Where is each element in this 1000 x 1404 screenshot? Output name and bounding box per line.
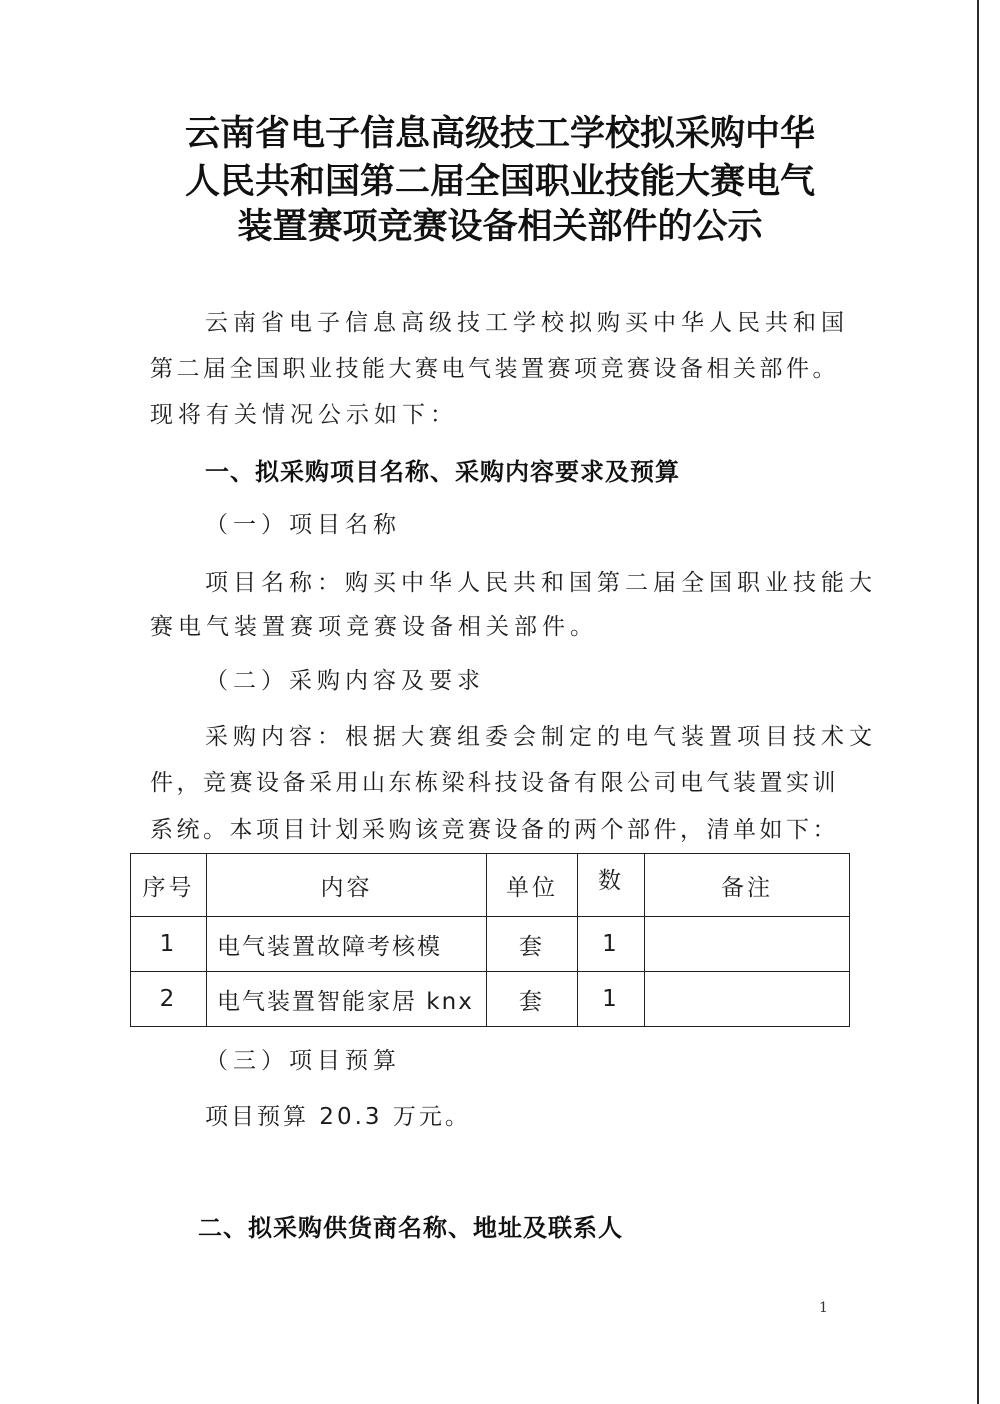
- page-number: 1: [819, 1300, 828, 1316]
- intro-line-2: 第二届全国职业技能大赛电气装置赛项竞赛设备相关部件。: [150, 356, 839, 382]
- section-1-heading: 一、拟采购项目名称、采购内容要求及预算: [205, 458, 680, 486]
- row-no: 2: [131, 972, 207, 1027]
- header-no: 序号: [131, 854, 207, 917]
- subsection-3-title: （三）项目预算: [205, 1048, 401, 1074]
- row-note: [645, 917, 850, 972]
- header-qty: 数: [578, 854, 645, 917]
- row-no: 1: [131, 917, 207, 972]
- intro-line-1: 云南省电子信息高级技工学校拟购买中华人民共和国: [205, 310, 849, 336]
- table-row: [131, 972, 850, 1027]
- content-line-1: 采购内容：根据大赛组委会制定的电气装置项目技术文: [205, 724, 877, 750]
- table-header-row: [131, 854, 850, 917]
- purchase-list-table: [130, 853, 850, 1027]
- row-content: 电气装置智能家居 knx: [207, 972, 487, 1027]
- subsection-2-title: （二）采购内容及要求: [205, 668, 485, 694]
- table-row: [131, 917, 850, 972]
- header-content: 内容: [207, 854, 487, 917]
- row-qty: 1: [578, 917, 645, 972]
- content-line-3: 系统。本项目计划采购该竞赛设备的两个部件，清单如下：: [150, 817, 839, 843]
- title-line-3: 装置赛项竞赛设备相关部件的公示: [237, 206, 763, 247]
- intro-line-3: 现将有关情况公示如下：: [150, 402, 458, 428]
- row-unit: 套: [487, 972, 578, 1027]
- content-line-2: 件，竞赛设备采用山东栋梁科技设备有限公司电气装置实训: [150, 770, 839, 796]
- header-note: 备注: [645, 854, 850, 917]
- title-line-2: 人民共和国第二届全国职业技能大赛电气: [184, 161, 815, 202]
- row-content: 电气装置故障考核模: [207, 917, 487, 972]
- row-qty: 1: [578, 972, 645, 1027]
- subsection-1-title: （一）项目名称: [205, 512, 401, 538]
- section-2-heading: 二、拟采购供货商名称、地址及联系人: [198, 1214, 623, 1242]
- row-note: [645, 972, 850, 1027]
- scan-edge-line: [977, 0, 979, 1404]
- project-name-line-2: 赛电气装置赛项竞赛设备相关部件。: [150, 614, 598, 640]
- budget-line: 项目预算 20.3 万元。: [205, 1104, 471, 1130]
- header-unit: 单位: [487, 854, 578, 917]
- title-line-1: 云南省电子信息高级技工学校拟采购中华: [184, 113, 815, 154]
- project-name-line-1: 项目名称：购买中华人民共和国第二届全国职业技能大: [205, 570, 877, 596]
- row-unit: 套: [487, 917, 578, 972]
